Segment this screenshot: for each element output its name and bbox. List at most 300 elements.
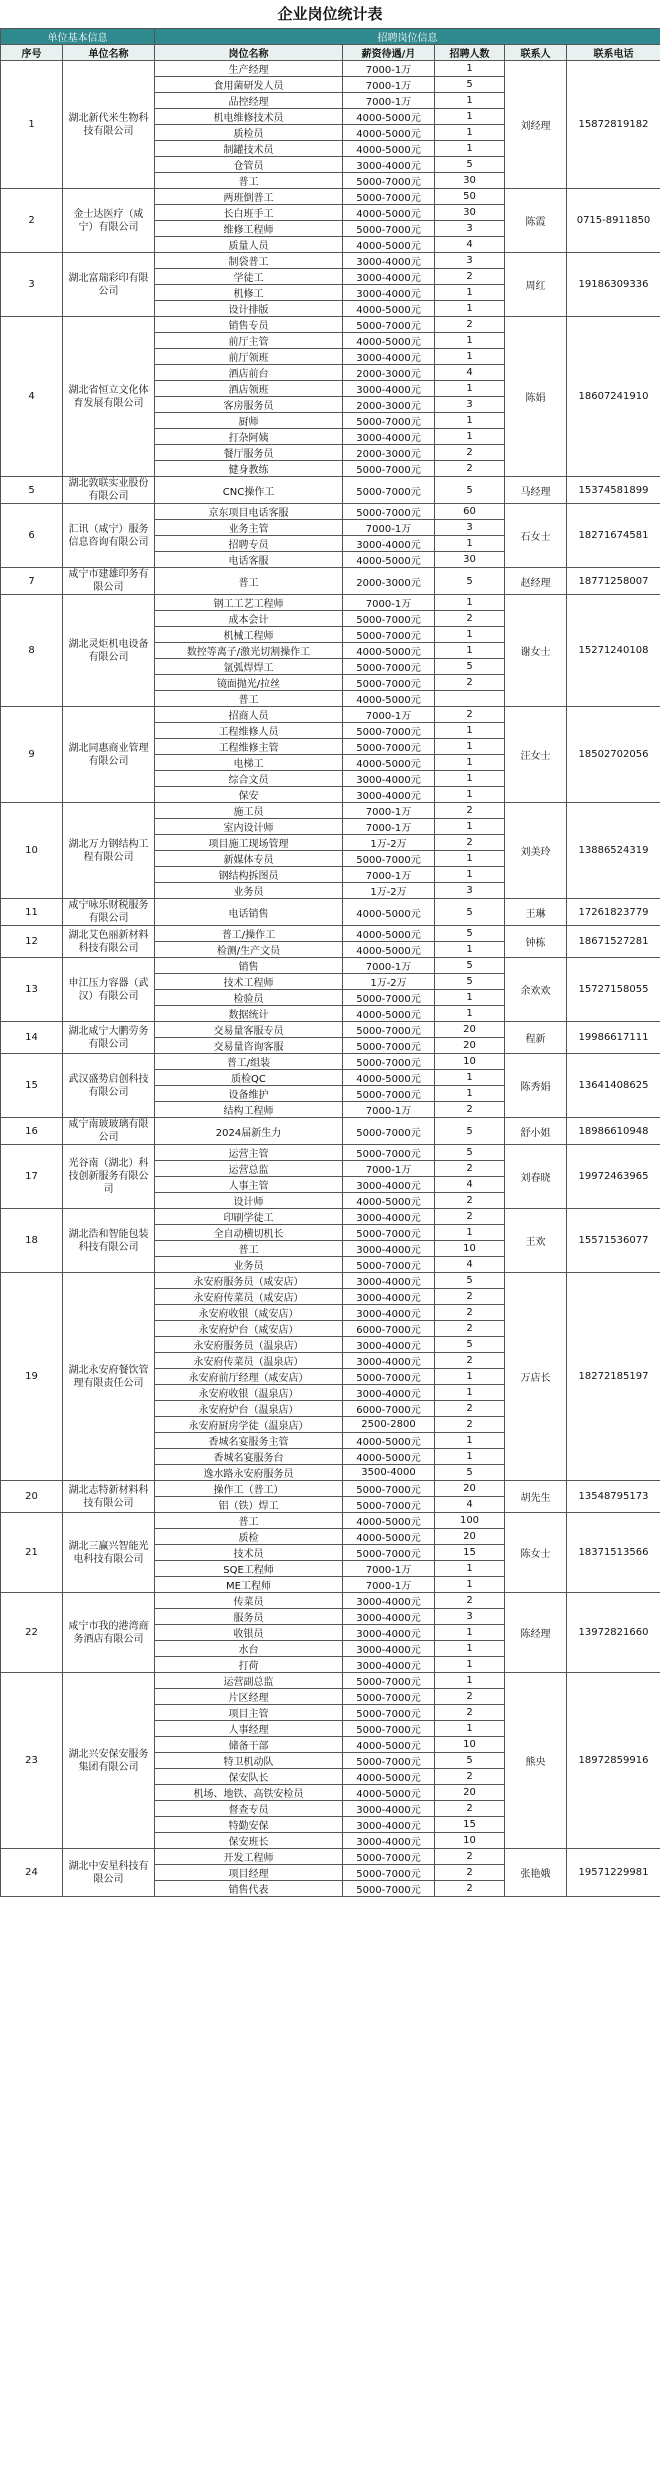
job-salary: 4000-5000元 [343,1433,435,1449]
company-name: 湖北新代米生物科技有限公司 [63,61,155,189]
job-salary: 5000-7000元 [343,189,435,205]
contact-person: 刘经理 [505,61,567,189]
header-contact: 联系人 [505,45,567,61]
job-salary: 5000-7000元 [343,413,435,429]
job-count: 3 [435,253,505,269]
job-title: 学徒工 [155,269,343,285]
job-title: 人事经理 [155,1721,343,1737]
contact-person: 周红 [505,253,567,317]
job-title: 香城名宴服务台 [155,1449,343,1465]
company-index: 5 [1,477,63,504]
job-title: 技术工程师 [155,974,343,990]
job-salary: 5000-7000元 [343,1038,435,1054]
job-salary: 3000-4000元 [343,381,435,397]
job-title: 销售专员 [155,317,343,333]
job-count: 3 [435,397,505,413]
job-salary: 3000-4000元 [343,1609,435,1625]
job-title: 制袋普工 [155,253,343,269]
job-salary: 2000-3000元 [343,365,435,381]
job-title: 厨师 [155,413,343,429]
job-count: 2 [435,675,505,691]
job-count: 5 [435,157,505,173]
job-count: 1 [435,141,505,157]
job-count: 1 [435,1225,505,1241]
job-title: 健身教练 [155,461,343,477]
job-count: 5 [435,477,505,504]
job-title: 传菜员 [155,1593,343,1609]
job-salary: 3000-4000元 [343,1801,435,1817]
contact-phone: 13641408625 [567,1054,660,1118]
job-count: 1 [435,1625,505,1641]
job-title: 交易量咨询客服 [155,1038,343,1054]
job-title: 督查专员 [155,1801,343,1817]
contact-person: 胡先生 [505,1481,567,1513]
job-salary: 4000-5000元 [343,1006,435,1022]
job-count: 20 [435,1022,505,1038]
job-salary: 3000-4000元 [343,1337,435,1353]
job-title: 运营主管 [155,1145,343,1161]
company-name: 湖北咸宁大鹏劳务有限公司 [63,1022,155,1054]
job-salary: 4000-5000元 [343,109,435,125]
job-salary: 5000-7000元 [343,1753,435,1769]
table-row [1,1118,660,1145]
job-title: 人事主管 [155,1177,343,1193]
job-title: 永安府服务员（咸安店） [155,1273,343,1289]
job-count: 5 [435,926,505,942]
header-salary: 薪资待遇/月 [343,45,435,61]
job-title: 结构工程师 [155,1102,343,1118]
table-row [1,1145,660,1161]
job-title: 全自动横切机长 [155,1225,343,1241]
contact-person: 刘春晓 [505,1145,567,1209]
company-index: 17 [1,1145,63,1209]
job-count: 2 [435,1353,505,1369]
job-title: 餐厅服务员 [155,445,343,461]
job-salary: 4000-5000元 [343,643,435,659]
job-title: 永安府炉台（温泉店） [155,1401,343,1417]
company-name: 湖北浩和智能包装科技有限公司 [63,1209,155,1273]
job-salary: 5000-7000元 [343,477,435,504]
job-salary: 1万-2万 [343,883,435,899]
job-salary: 7000-1万 [343,819,435,835]
company-index: 2 [1,189,63,253]
job-salary: 5000-7000元 [343,221,435,237]
contact-phone: 19571229981 [567,1849,660,1897]
job-title: 永安府收银（咸安店） [155,1305,343,1321]
job-salary: 4000-5000元 [343,1513,435,1529]
job-count: 5 [435,1118,505,1145]
job-title: 镜面抛光/拉丝 [155,675,343,691]
contact-phone: 15872819182 [567,61,660,189]
job-count: 1 [435,1006,505,1022]
job-salary: 5000-7000元 [343,739,435,755]
job-count: 3 [435,883,505,899]
job-title: 机电维修技术员 [155,109,343,125]
table-row [1,1849,660,1865]
job-salary: 4000-5000元 [343,141,435,157]
job-title: 开发工程师 [155,1849,343,1865]
job-salary: 4000-5000元 [343,333,435,349]
job-count: 1 [435,643,505,659]
job-salary: 4000-5000元 [343,926,435,942]
job-salary: 5000-7000元 [343,1022,435,1038]
job-salary: 3000-4000元 [343,1817,435,1833]
job-salary: 5000-7000元 [343,659,435,675]
job-salary: 3000-4000元 [343,1241,435,1257]
job-salary: 4000-5000元 [343,1449,435,1465]
job-salary: 7000-1万 [343,93,435,109]
job-title: 客房服务员 [155,397,343,413]
job-salary: 3000-4000元 [343,536,435,552]
table-row [1,1481,660,1497]
job-salary: 7000-1万 [343,958,435,974]
job-title: 普工 [155,691,343,707]
job-count: 2 [435,1289,505,1305]
job-salary: 3000-4000元 [343,349,435,365]
header-position: 岗位名称 [155,45,343,61]
table-row [1,1593,660,1609]
job-salary: 3000-4000元 [343,1289,435,1305]
job-salary: 4000-5000元 [343,125,435,141]
contact-phone: 0715-8911850 [567,189,660,253]
job-count: 2 [435,835,505,851]
job-count: 1 [435,867,505,883]
job-title: 前厅主管 [155,333,343,349]
company-name: 湖北灵炬机电设备有限公司 [63,595,155,707]
job-count: 2 [435,445,505,461]
table-body [1,61,660,1897]
job-title: 业务员 [155,1257,343,1273]
company-name: 湖北省恒立文化体育发展有限公司 [63,317,155,477]
job-title: 氩弧焊焊工 [155,659,343,675]
company-name: 湖北中安星科技有限公司 [63,1849,155,1897]
job-salary: 5000-7000元 [343,1118,435,1145]
company-name: 申江压力容器（武汉）有限公司 [63,958,155,1022]
job-count: 4 [435,237,505,253]
job-salary: 7000-1万 [343,1102,435,1118]
job-count: 30 [435,205,505,221]
job-count: 2 [435,1865,505,1881]
contact-phone: 15727158055 [567,958,660,1022]
job-title: 业务主管 [155,520,343,536]
job-title: 逸水路永安府服务员 [155,1465,343,1481]
table-row [1,1673,660,1689]
job-title: 质量人员 [155,237,343,253]
company-name: 湖北兴安保安服务集团有限公司 [63,1673,155,1849]
job-salary: 5000-7000元 [343,1689,435,1705]
company-name: 汇讯（咸宁）服务信息咨询有限公司 [63,504,155,568]
company-index: 3 [1,253,63,317]
job-title: 新媒体专员 [155,851,343,867]
job-count: 2 [435,1161,505,1177]
company-name: 咸宁咏乐财税服务有限公司 [63,899,155,926]
job-table [0,28,660,1897]
job-count: 5 [435,568,505,595]
job-salary: 5000-7000元 [343,1721,435,1737]
job-title: ME工程师 [155,1577,343,1593]
job-title: 普工/组装 [155,1054,343,1070]
job-salary: 5000-7000元 [343,1225,435,1241]
job-count: 1 [435,1385,505,1401]
company-index: 1 [1,61,63,189]
job-count: 1 [435,595,505,611]
job-salary: 3000-4000元 [343,1209,435,1225]
job-count: 1 [435,1369,505,1385]
job-title: 储备干部 [155,1737,343,1753]
table-row [1,1513,660,1529]
company-index: 4 [1,317,63,477]
job-salary: 7000-1万 [343,1161,435,1177]
job-salary: 3000-4000元 [343,285,435,301]
job-count: 4 [435,365,505,381]
table-row [1,707,660,723]
job-title: 工程维修主管 [155,739,343,755]
job-title: 片区经理 [155,1689,343,1705]
job-salary: 5000-7000元 [343,1849,435,1865]
contact-person: 陈霞 [505,189,567,253]
job-count: 1 [435,413,505,429]
job-count: 2 [435,707,505,723]
job-count: 5 [435,1145,505,1161]
table-row [1,1273,660,1289]
job-count [435,691,505,707]
job-title: 永安府传菜员（温泉店） [155,1353,343,1369]
job-count: 1 [435,942,505,958]
company-index: 13 [1,958,63,1022]
job-salary: 5000-7000元 [343,723,435,739]
contact-person: 马经理 [505,477,567,504]
table-row [1,568,660,595]
company-index: 21 [1,1513,63,1593]
job-count: 2 [435,461,505,477]
job-count: 1 [435,771,505,787]
contact-phone: 18972859916 [567,1673,660,1849]
job-salary: 2500-2800 [343,1417,435,1433]
job-count: 1 [435,429,505,445]
contact-phone: 18671527281 [567,926,660,958]
contact-phone: 18986610948 [567,1118,660,1145]
table-row [1,477,660,504]
contact-person: 陈秀娟 [505,1054,567,1118]
job-count: 1 [435,1086,505,1102]
company-name: 湖北万力钢结构工程有限公司 [63,803,155,899]
contact-person: 钟栋 [505,926,567,958]
job-title: 前厅领班 [155,349,343,365]
company-index: 16 [1,1118,63,1145]
job-count: 2 [435,1401,505,1417]
job-salary: 3000-4000元 [343,1385,435,1401]
job-title: 质检员 [155,125,343,141]
job-count: 5 [435,899,505,926]
job-salary: 5000-7000元 [343,675,435,691]
job-title: 销售 [155,958,343,974]
job-count: 5 [435,974,505,990]
job-title: 京东项目电话客服 [155,504,343,520]
job-salary: 5000-7000元 [343,1673,435,1689]
job-title: 项目经理 [155,1865,343,1881]
company-name: 咸宁市建雄印务有限公司 [63,568,155,595]
job-title: 数控等离子/激光切割操作工 [155,643,343,659]
job-count: 1 [435,1721,505,1737]
job-salary: 5000-7000元 [343,1497,435,1513]
job-title: 检验员 [155,990,343,1006]
job-salary: 4000-5000元 [343,301,435,317]
job-salary: 3000-4000元 [343,1657,435,1673]
job-salary: 7000-1万 [343,707,435,723]
job-title: 质检 [155,1529,343,1545]
company-name: 武汉盛势启创科技有限公司 [63,1054,155,1118]
job-count: 50 [435,189,505,205]
contact-phone: 13886524319 [567,803,660,899]
header-count: 招聘人数 [435,45,505,61]
job-count: 100 [435,1513,505,1529]
job-count: 1 [435,1657,505,1673]
contact-person: 程新 [505,1022,567,1054]
company-index: 15 [1,1054,63,1118]
job-count: 1 [435,301,505,317]
job-title: 特卫机动队 [155,1753,343,1769]
job-title: 设计排版 [155,301,343,317]
job-salary: 1万-2万 [343,974,435,990]
job-count: 5 [435,1337,505,1353]
company-name: 咸宁市我的港湾商务酒店有限公司 [63,1593,155,1673]
job-title: 运营总监 [155,1161,343,1177]
table-row [1,958,660,974]
job-salary: 5000-7000元 [343,1481,435,1497]
company-index: 23 [1,1673,63,1849]
job-title: 普工 [155,568,343,595]
job-count: 1 [435,1561,505,1577]
job-count: 2 [435,1689,505,1705]
job-salary: 3000-4000元 [343,1353,435,1369]
job-count: 1 [435,1641,505,1657]
contact-phone: 18502702056 [567,707,660,803]
section-company-info: 单位基本信息 [1,29,155,45]
job-title: 普工/操作工 [155,926,343,942]
job-title: SQE工程师 [155,1561,343,1577]
job-count: 20 [435,1038,505,1054]
company-index: 8 [1,595,63,707]
job-salary: 5000-7000元 [343,1257,435,1273]
job-count: 2 [435,1593,505,1609]
job-count: 60 [435,504,505,520]
job-salary: 3500-4000 [343,1465,435,1481]
job-count: 30 [435,173,505,189]
job-salary: 7000-1万 [343,1577,435,1593]
job-title: 设备维护 [155,1086,343,1102]
job-count: 2 [435,269,505,285]
contact-person: 谢女士 [505,595,567,707]
job-title: 打杂阿姨 [155,429,343,445]
job-count: 1 [435,1449,505,1465]
job-count: 2 [435,1193,505,1209]
job-salary: 4000-5000元 [343,1737,435,1753]
job-title: 食用菌研发人员 [155,77,343,93]
job-title: 交易量客服专员 [155,1022,343,1038]
job-count: 1 [435,285,505,301]
company-name: 咸宁南玻玻璃有限公司 [63,1118,155,1145]
company-name: 湖北同惠商业管理有限公司 [63,707,155,803]
job-count: 2 [435,1881,505,1897]
table-row [1,317,660,333]
job-salary: 7000-1万 [343,1561,435,1577]
job-salary: 6000-7000元 [343,1321,435,1337]
job-count: 2 [435,1769,505,1785]
contact-person: 张艳娥 [505,1849,567,1897]
job-count: 10 [435,1054,505,1070]
job-salary: 3000-4000元 [343,1625,435,1641]
job-count: 1 [435,93,505,109]
job-title: 香城名宴服务主管 [155,1433,343,1449]
contact-phone: 18272185197 [567,1273,660,1481]
company-index: 18 [1,1209,63,1273]
contact-person: 熊央 [505,1673,567,1849]
job-salary: 5000-7000元 [343,317,435,333]
contact-phone: 13548795173 [567,1481,660,1513]
job-title: 酒店前台 [155,365,343,381]
contact-person: 陈经理 [505,1593,567,1673]
company-index: 10 [1,803,63,899]
job-salary: 5000-7000元 [343,173,435,189]
company-name: 湖北永安府餐饮管理有限责任公司 [63,1273,155,1481]
job-salary: 5000-7000元 [343,1881,435,1897]
job-title: 机修工 [155,285,343,301]
job-salary: 2000-3000元 [343,397,435,413]
contact-person: 赵经理 [505,568,567,595]
job-title: 成本会计 [155,611,343,627]
job-count: 3 [435,520,505,536]
job-title: 特勤安保 [155,1817,343,1833]
job-title: 招商人员 [155,707,343,723]
company-index: 12 [1,926,63,958]
job-title: 设计师 [155,1193,343,1209]
job-count: 5 [435,77,505,93]
job-salary: 4000-5000元 [343,899,435,926]
job-count: 15 [435,1817,505,1833]
company-name: 湖北富瑞彩印有限公司 [63,253,155,317]
job-salary: 7000-1万 [343,520,435,536]
contact-person: 舒小姐 [505,1118,567,1145]
job-count: 2 [435,1417,505,1433]
job-title: 永安府收银（温泉店） [155,1385,343,1401]
job-count: 1 [435,990,505,1006]
job-title: 维修工程师 [155,221,343,237]
job-count: 5 [435,1753,505,1769]
contact-person: 万店长 [505,1273,567,1481]
job-title: 长白班手工 [155,205,343,221]
table-row [1,253,660,269]
job-count: 5 [435,1273,505,1289]
company-name: 湖北志特新材料科技有限公司 [63,1481,155,1513]
header-index: 序号 [1,45,63,61]
job-title: 业务员 [155,883,343,899]
job-count: 1 [435,61,505,77]
job-salary: 5000-7000元 [343,504,435,520]
job-title: 铝（铁）焊工 [155,1497,343,1513]
job-count: 10 [435,1833,505,1849]
table-row [1,61,660,77]
job-salary: 3000-4000元 [343,1273,435,1289]
table-row [1,1022,660,1038]
table-row [1,926,660,942]
job-salary: 3000-4000元 [343,787,435,803]
job-salary: 4000-5000元 [343,755,435,771]
job-title: 生产经理 [155,61,343,77]
job-count: 1 [435,1673,505,1689]
contact-person: 刘美玲 [505,803,567,899]
job-salary: 4000-5000元 [343,691,435,707]
job-count: 20 [435,1481,505,1497]
